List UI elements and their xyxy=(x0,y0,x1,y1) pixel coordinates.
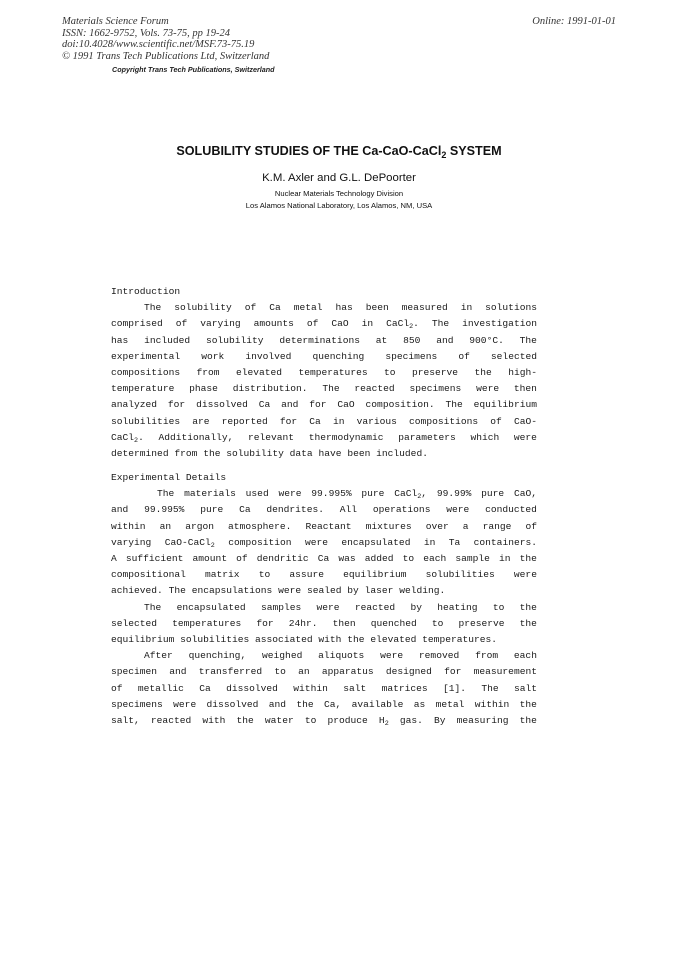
title-subscript: 2 xyxy=(441,150,447,160)
word: distribution. xyxy=(232,383,308,395)
paper-title xyxy=(0,144,678,158)
word: are xyxy=(192,415,210,427)
word: the xyxy=(203,447,221,459)
word: Ca, xyxy=(323,698,342,710)
word: CaO, xyxy=(513,488,537,500)
word: various xyxy=(356,415,397,427)
word: in xyxy=(423,536,436,548)
word: used xyxy=(245,488,269,500)
word: reacted xyxy=(354,601,396,613)
body-text xyxy=(111,284,537,729)
word: The xyxy=(519,334,537,346)
word: encapsulations xyxy=(191,585,273,597)
text-line xyxy=(111,567,537,583)
text-line xyxy=(111,551,537,567)
word: transferred xyxy=(198,666,263,678)
word: conducted xyxy=(485,504,537,516)
word: selected xyxy=(111,617,158,629)
text-line xyxy=(111,349,537,365)
word: atmosphere. xyxy=(228,520,292,532)
word: included xyxy=(144,334,191,346)
word: 99.99% xyxy=(436,488,472,500)
word: $H_2$ xyxy=(378,714,389,728)
word: The xyxy=(168,585,186,597)
text-line xyxy=(111,414,537,430)
word: reacted xyxy=(354,383,395,395)
text-line xyxy=(111,600,537,616)
word: been xyxy=(365,302,389,314)
word: a xyxy=(462,520,469,532)
word: preserve xyxy=(411,366,459,378)
subscript: 2 xyxy=(134,436,139,445)
word: for xyxy=(256,617,274,629)
subscript: 2 xyxy=(409,323,414,332)
word: solubility xyxy=(205,334,264,346)
word: the xyxy=(519,553,537,564)
word: removed xyxy=(418,650,460,662)
word: equilibrium xyxy=(473,399,537,411)
word: salt, xyxy=(111,714,140,726)
word: were xyxy=(278,585,302,597)
publisher-line: © 1991 Trans Tech Publications Ltd, Switzerland xyxy=(62,50,270,62)
word: heating xyxy=(437,601,478,613)
word: specimens xyxy=(111,698,163,710)
word: dendritic xyxy=(256,553,309,564)
word: reported xyxy=(221,415,268,427)
word: as xyxy=(413,698,426,710)
word: weighed xyxy=(262,650,303,662)
word: temperatures xyxy=(172,617,242,629)
word: elevated xyxy=(236,366,283,378)
word: within xyxy=(293,682,328,694)
word: measured xyxy=(401,302,448,314)
text-line xyxy=(111,681,537,697)
word: the xyxy=(347,633,365,645)
word: argon xyxy=(185,520,214,532)
text-line xyxy=(111,430,537,446)
word: The xyxy=(431,318,450,330)
word: has xyxy=(335,302,353,314)
copyright-notice: Copyright Trans Tech Publications, Switzerland xyxy=(112,65,275,74)
word: relevant xyxy=(248,431,295,443)
word: sample xyxy=(455,553,490,564)
word: in xyxy=(332,415,345,427)
word: pure xyxy=(481,488,505,500)
word: CaCl$_2$. xyxy=(111,431,144,445)
word: preserve xyxy=(458,617,505,629)
word: varying xyxy=(111,536,152,548)
word: the xyxy=(474,366,492,378)
affiliation-lab: Los Alamos National Laboratory, Los Alamos, NM, USA xyxy=(245,201,433,210)
word: designed xyxy=(385,666,432,678)
word: to xyxy=(402,553,415,564)
word: Ca xyxy=(269,302,281,314)
word: to xyxy=(258,569,271,581)
word: dissolved xyxy=(196,399,248,411)
word: varying xyxy=(200,318,241,330)
word: matrix xyxy=(205,569,240,581)
word: of xyxy=(306,318,319,330)
word: After xyxy=(144,650,173,662)
word: involved xyxy=(245,350,292,362)
word: to xyxy=(304,714,317,726)
word: temperatures. xyxy=(422,633,498,645)
word: equilibrium xyxy=(343,569,407,581)
word: has xyxy=(111,334,129,346)
affiliation-division: Nuclear Materials Technology Division xyxy=(274,189,404,198)
word: 99.995% xyxy=(144,504,185,516)
word: parameters xyxy=(398,431,456,443)
word: within xyxy=(111,520,146,532)
word: data xyxy=(289,447,313,459)
text-line xyxy=(111,583,537,599)
text-line xyxy=(111,365,537,381)
word: were xyxy=(278,488,302,500)
word: available xyxy=(351,698,404,710)
word: specimen xyxy=(111,666,158,678)
word: dissolved xyxy=(226,682,278,694)
text-line xyxy=(111,502,537,518)
word: compositions xyxy=(409,415,479,427)
word: range xyxy=(482,520,512,532)
word: the xyxy=(296,698,314,710)
word: then xyxy=(332,617,356,629)
word: from xyxy=(196,366,220,378)
word: were xyxy=(446,504,470,516)
word: thermodynamic xyxy=(308,431,384,443)
title-main: SOLUBILITY STUDIES OF THE Ca-CaO-CaCl xyxy=(176,144,442,158)
word: over xyxy=(425,520,449,532)
word: included. xyxy=(376,447,428,459)
word: salt xyxy=(513,682,537,694)
word: have xyxy=(318,447,342,459)
word: and xyxy=(111,504,129,516)
word: The xyxy=(144,601,162,613)
word: were xyxy=(513,569,537,581)
word: each xyxy=(513,650,537,662)
word: for xyxy=(167,399,186,411)
text-line xyxy=(111,333,537,349)
word: sealed xyxy=(306,585,342,597)
word: metal xyxy=(435,698,465,710)
word: equilibrium xyxy=(111,633,175,645)
word: work xyxy=(201,350,225,362)
word: in xyxy=(498,553,511,564)
word: the xyxy=(519,601,537,613)
article-meta xyxy=(62,16,269,62)
subscript: 2 xyxy=(210,541,215,550)
author-list: K.M. Axler and G.L. DePoorter xyxy=(262,172,416,184)
word: Ta xyxy=(448,536,461,548)
word: each xyxy=(423,553,447,564)
word: 99.995% xyxy=(311,488,352,500)
word: compositions xyxy=(111,366,181,378)
word: at xyxy=(375,334,388,346)
word: experimental xyxy=(111,350,181,362)
word: specimens xyxy=(385,350,438,362)
word: amount xyxy=(192,553,228,564)
word: of xyxy=(175,318,188,330)
word: high- xyxy=(508,366,537,378)
word: pure xyxy=(200,504,224,516)
word: were xyxy=(316,601,340,613)
word: CaCl$_2$, xyxy=(394,488,428,502)
word: from xyxy=(174,447,198,459)
word: amounts xyxy=(253,318,294,330)
word: laser xyxy=(364,585,394,597)
word: were xyxy=(304,536,328,548)
word: to xyxy=(384,366,396,378)
word: A xyxy=(111,553,117,564)
online-date: Online: 1991-01-01 xyxy=(532,16,616,27)
text-line xyxy=(111,713,537,729)
section-heading-experimental: Experimental Details xyxy=(111,472,227,484)
word: were xyxy=(476,383,500,395)
word: metal xyxy=(293,302,323,314)
word: and xyxy=(169,666,187,678)
text-line xyxy=(111,381,537,397)
word: with xyxy=(202,714,226,726)
word: The xyxy=(481,682,499,694)
word: an xyxy=(159,520,172,532)
word: solubilities xyxy=(111,415,181,427)
word: CaO-CaCl$_2$ xyxy=(164,536,215,550)
word: temperature xyxy=(111,383,175,395)
word: The xyxy=(445,399,463,411)
word: assure xyxy=(289,569,324,581)
word: and xyxy=(436,334,454,346)
word: were xyxy=(513,431,537,443)
word: temperatures xyxy=(298,366,368,378)
word: of xyxy=(490,415,502,427)
word: to xyxy=(431,617,444,629)
word: solutions xyxy=(485,302,537,314)
word: Ca xyxy=(239,504,251,516)
word: The xyxy=(322,383,340,395)
word: in xyxy=(361,318,374,330)
word: with xyxy=(318,633,342,645)
text-line xyxy=(111,697,537,713)
word: operations xyxy=(372,504,431,516)
text-line xyxy=(111,397,537,413)
word: investigation xyxy=(462,318,537,330)
word: the xyxy=(236,714,254,726)
subscript: 2 xyxy=(417,493,422,502)
word: quenching, xyxy=(188,650,247,662)
word: welding. xyxy=(399,585,446,597)
word: [1]. xyxy=(442,682,466,694)
word: CaO xyxy=(337,399,355,411)
word: associated xyxy=(255,633,313,645)
word: to xyxy=(274,666,286,678)
word: by xyxy=(410,601,422,613)
word: Ca xyxy=(317,553,330,564)
word: composition xyxy=(228,536,292,548)
word: added xyxy=(364,553,394,564)
word: for xyxy=(444,666,462,678)
word: within xyxy=(474,698,510,710)
word: Additionally, xyxy=(158,431,234,443)
word: salt xyxy=(343,682,367,694)
word: matrices xyxy=(381,682,428,694)
word: been xyxy=(347,447,371,459)
word: metallic xyxy=(137,682,184,694)
word: an xyxy=(298,666,310,678)
text-line xyxy=(111,648,537,664)
word: Ca xyxy=(258,399,271,411)
word: materials xyxy=(184,488,236,500)
word: CaO- xyxy=(513,415,537,427)
word: of xyxy=(236,553,248,564)
text-line xyxy=(111,446,537,462)
word: apparatus xyxy=(321,666,374,678)
word: encapsulated xyxy=(176,601,246,613)
word: 24hr. xyxy=(288,617,318,629)
journal-name: Materials Science Forum xyxy=(62,16,169,27)
word: solubility xyxy=(174,302,232,314)
word: the xyxy=(519,714,537,726)
word: which xyxy=(470,431,500,443)
word: solubilities xyxy=(425,569,495,581)
word: composition. xyxy=(365,399,435,411)
text-line xyxy=(111,519,537,535)
subscript: 2 xyxy=(384,719,389,728)
word: to xyxy=(492,601,505,613)
word: Reactant xyxy=(305,520,352,532)
text-line xyxy=(111,300,537,316)
word: 850 xyxy=(403,334,421,346)
text-line xyxy=(111,616,537,632)
word: elevated xyxy=(370,633,417,645)
text-line xyxy=(111,664,537,680)
word: of xyxy=(244,302,257,314)
text-line xyxy=(111,316,537,332)
word: gas. xyxy=(399,714,423,726)
word: measuring xyxy=(456,714,509,726)
word: then xyxy=(513,383,537,395)
introduction-paragraph xyxy=(111,300,537,462)
word: The xyxy=(144,302,162,314)
word: All xyxy=(339,504,358,516)
word: by xyxy=(347,585,359,597)
word: solubility xyxy=(226,447,284,459)
word: measurement xyxy=(473,666,537,678)
word: from xyxy=(475,650,499,662)
text-line xyxy=(111,632,537,648)
word: achieved. xyxy=(111,585,163,597)
word: of xyxy=(111,682,123,694)
word: quenched xyxy=(370,617,417,629)
text-line xyxy=(111,486,537,502)
word: determined xyxy=(111,447,169,459)
word: produce xyxy=(327,714,368,726)
word: samples xyxy=(260,601,302,613)
word: Ca xyxy=(309,415,321,427)
word: of xyxy=(525,520,537,532)
word: CaCl$_2$. xyxy=(386,318,419,332)
issn-line: ISSN: 1662-9752, Vols. 73-75, pp 19-24 xyxy=(62,27,230,39)
word: encapsulated xyxy=(341,536,411,548)
word: and xyxy=(281,399,299,411)
word: of xyxy=(458,350,470,362)
word: 900°C. xyxy=(469,334,504,346)
word: and xyxy=(268,698,286,710)
word: comprised xyxy=(111,318,163,330)
word: were xyxy=(173,698,197,710)
word: phase xyxy=(189,383,218,395)
word: selected xyxy=(490,350,537,362)
word: mixtures xyxy=(365,520,412,532)
word: specimens xyxy=(409,383,462,395)
word: was xyxy=(338,553,356,564)
word: water xyxy=(264,714,294,726)
word: sufficient xyxy=(125,553,184,564)
word: dendrites. xyxy=(266,504,324,516)
word: dissolved xyxy=(206,698,259,710)
section-heading-introduction: Introduction xyxy=(111,286,181,297)
word: compositional xyxy=(111,569,186,581)
word: for xyxy=(279,415,298,427)
word: aliquots xyxy=(318,650,365,662)
word: in xyxy=(460,302,473,314)
word: The xyxy=(157,488,175,500)
title-tail: SYSTEM xyxy=(446,144,502,158)
word: for xyxy=(309,399,327,411)
word: analyzed xyxy=(111,399,158,411)
word: the xyxy=(519,698,537,710)
word: reacted xyxy=(150,714,192,726)
text-line xyxy=(111,535,537,551)
word: solubilities xyxy=(180,633,250,645)
experimental-paragraphs xyxy=(111,486,537,729)
word: Ca xyxy=(199,682,211,694)
word: determinations xyxy=(279,334,360,346)
word: were xyxy=(380,650,404,662)
doi-link[interactable]: doi:10.4028/www.scientific.net/MSF.73-75.19 xyxy=(62,39,255,51)
word: CaO xyxy=(331,318,349,330)
word: the xyxy=(519,617,537,629)
word: quenching xyxy=(312,350,365,362)
word: pure xyxy=(361,488,385,500)
word: containers. xyxy=(473,536,537,548)
word: By xyxy=(434,714,446,726)
